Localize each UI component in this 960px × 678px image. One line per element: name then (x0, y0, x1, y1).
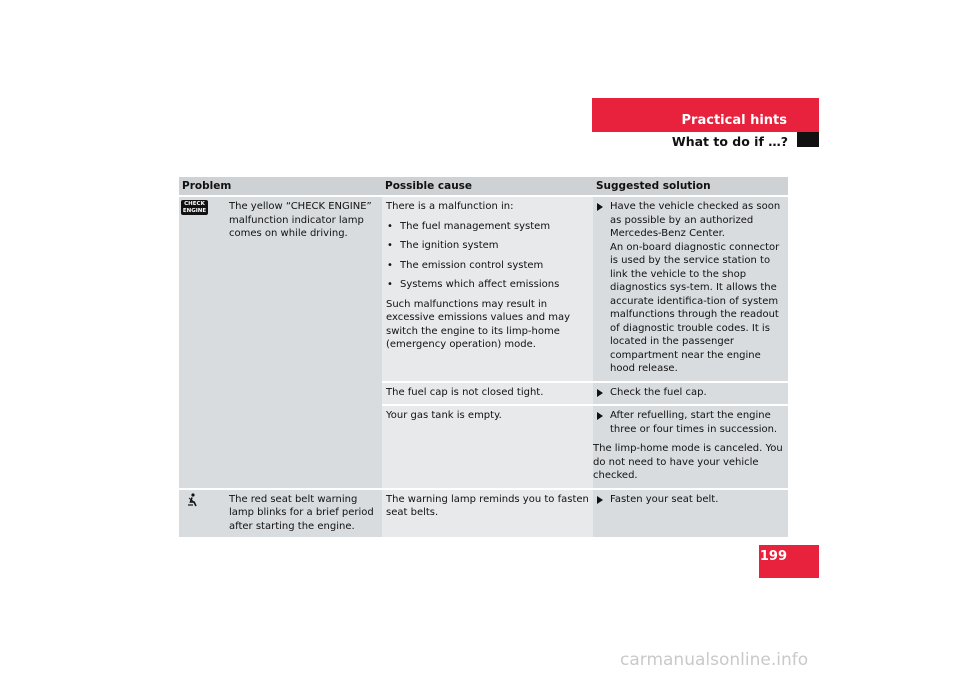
cause-text: Your gas tank is empty. (386, 410, 502, 421)
cause-cell (382, 406, 593, 488)
problem-cell (179, 197, 382, 488)
cause-intro: There is a malfunction in: (386, 201, 514, 212)
cause-solution-pair (382, 197, 788, 381)
solution-action: Check the fuel cap. (596, 386, 785, 400)
page-number: 199 (759, 549, 787, 564)
cause-solution-pair (382, 490, 788, 538)
header-problem: Problem (182, 180, 232, 192)
cause-outro: Such malfunctions may result in excessive emissions values and may switch the engine to its limp-home (emergency operation) mode. (386, 298, 571, 350)
troubleshooting-table (179, 177, 788, 537)
list-item: • The ignition system (386, 239, 589, 253)
header-bar (592, 98, 819, 132)
cause-cell: The warning lamp reminds you to fasten seat belts. (382, 490, 593, 538)
list-item: • Systems which affect emissions (386, 278, 589, 292)
cause-solution-pair (382, 381, 788, 405)
problem-text: The red seat belt warning lamp blinks for a brief period after starting the engine. (229, 493, 374, 532)
seat-belt-icon (185, 493, 199, 507)
header-possible-cause: Possible cause (385, 180, 473, 192)
check-engine-icon: CHECK ENGINE (182, 201, 207, 214)
cause-text: The fuel cap is not closed tight. (386, 386, 544, 398)
problem-text: The yellow “CHECK ENGINE” malfunction indicator lamp comes on while driving. (229, 201, 372, 239)
section-title: Practical hints (681, 113, 787, 128)
solution-cell (593, 406, 788, 488)
header-suggested-solution: Suggested solution (596, 180, 711, 192)
cause-cell (382, 197, 593, 381)
table-row (179, 488, 788, 538)
table-header (179, 177, 788, 195)
solution-action: Fasten your seat belt. (596, 493, 785, 507)
solution-action: After refuelling, start the engine three or four times in succession. (596, 409, 785, 436)
solution-action: Have the vehicle checked as soon as possible by an authorized Mercedes-Benz Center. An on-board diagnostic connector is used by the service station to link the vehicle to the shop diagnostics sys-tem. It allows the accurate identifica-tion of system malfunctions through the readout of diagnostic trouble codes. It is located in the passenger compartment near the engine hood release. (596, 200, 785, 376)
header-marker (797, 132, 819, 147)
list-item: • The emission control system (386, 259, 589, 273)
solution-cell (593, 197, 788, 381)
page-number-box (759, 545, 819, 578)
problem-cell (179, 490, 382, 538)
section-subtitle: What to do if …? (671, 134, 788, 149)
cause-cell (382, 383, 593, 405)
solution-note: The limp-home mode is canceled. You do not need to have your vehicle checked. (593, 443, 783, 481)
list-item: • The fuel management system (386, 220, 589, 234)
solution-detail: An on-board diagnostic connector is used by the service station to link the vehicle to the shop diagnostics sys-tem. It allows the accurate identifica-tion of system malfunctions through the readout of diagnostic trouble codes. It is located in the passenger compartment near the engine hood release. (610, 241, 780, 374)
solution-cell (593, 383, 788, 405)
table-row (179, 195, 788, 488)
solution-cell (593, 490, 788, 538)
cause-solution-pair (382, 404, 788, 488)
watermark: carmanualsonline.info (620, 650, 809, 670)
